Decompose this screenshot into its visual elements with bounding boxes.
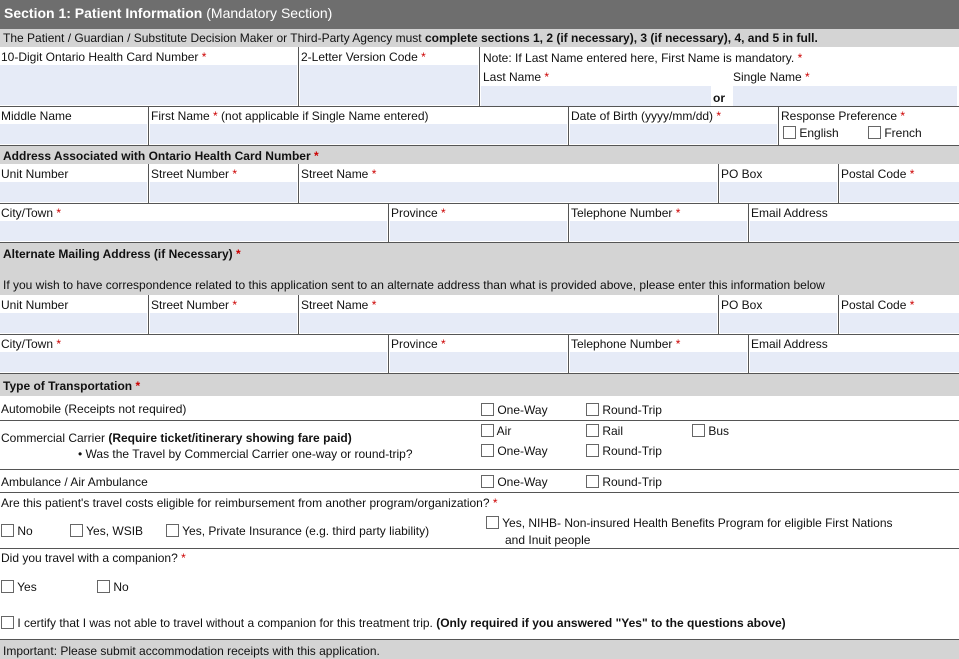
single-name-label: Single Name *: [733, 70, 810, 84]
last-name-input[interactable]: [481, 86, 711, 106]
reimburse-private-option[interactable]: Yes, Private Insurance (e.g. third party liability): [166, 524, 429, 538]
version-code-label: 2-Letter Version Code *: [301, 50, 426, 64]
first-name-input[interactable]: [150, 124, 567, 144]
alt-city-label: City/Town *: [1, 337, 62, 351]
ambulance-one-way-option[interactable]: One-Way: [481, 475, 548, 489]
reimburse-nihb-line2: and Inuit people: [505, 533, 591, 547]
email-input[interactable]: [750, 221, 959, 241]
reimburse-wsib-option[interactable]: Yes, WSIB: [70, 524, 143, 538]
alt-po-box-label: PO Box: [721, 298, 763, 312]
intro-banner: [0, 29, 959, 47]
telephone-label: Telephone Number *: [571, 206, 681, 220]
footer-note: Important: Please submit accommodation receipts with this application.: [0, 639, 959, 659]
commercial-one-way-checkbox[interactable]: [481, 444, 494, 457]
alt-telephone-input[interactable]: [570, 352, 747, 372]
intro-bold: complete sections 1, 2 (if necessary), 3 (if necessary), 4, and 5 in full.: [424, 31, 818, 45]
po-box-label: PO Box: [721, 167, 763, 181]
auto-round-trip-option[interactable]: Round-Trip: [586, 403, 662, 417]
middle-name-label: Middle Name: [1, 109, 72, 123]
section-title: Section 1: Patient Information: [4, 5, 203, 21]
reimburse-wsib-checkbox[interactable]: [70, 524, 83, 537]
english-option[interactable]: English: [783, 126, 839, 140]
bus-option[interactable]: Bus: [692, 424, 729, 438]
companion-question: Did you travel with a companion? *: [1, 551, 186, 565]
alt-street-number-label: Street Number *: [151, 298, 238, 312]
automobile-label: Automobile (Receipts not required): [1, 402, 187, 416]
email-label: Email Address: [751, 206, 828, 220]
response-pref-label: Response Preference *: [781, 109, 906, 123]
alt-street-name-label: Street Name *: [301, 298, 377, 312]
companion-yes-option[interactable]: Yes: [1, 580, 37, 594]
alt-email-label: Email Address: [751, 337, 828, 351]
auto-one-way-checkbox[interactable]: [481, 403, 494, 416]
middle-name-input[interactable]: [0, 124, 147, 144]
commercial-label: Commercial Carrier (Require ticket/itinerary showing fare paid): [1, 431, 352, 445]
french-checkbox[interactable]: [868, 126, 881, 139]
street-name-input[interactable]: [300, 182, 717, 202]
air-option[interactable]: Air: [481, 424, 511, 438]
version-code-input[interactable]: [300, 65, 478, 105]
alt-province-input[interactable]: [390, 352, 567, 372]
certify-checkbox[interactable]: [1, 616, 14, 629]
alt-po-box-input[interactable]: [720, 313, 837, 333]
alt-postal-code-input[interactable]: [840, 313, 959, 333]
reimburse-no-option[interactable]: No: [1, 524, 33, 538]
commercial-round-trip-checkbox[interactable]: [586, 444, 599, 457]
postal-code-label: Postal Code *: [841, 167, 915, 181]
rail-option[interactable]: Rail: [586, 424, 623, 438]
reimburse-question: Are this patient's travel costs eligible for reimbursement from another program/organization? *: [1, 496, 498, 510]
alt-street-number-input[interactable]: [150, 313, 297, 333]
companion-no-checkbox[interactable]: [97, 580, 110, 593]
alt-unit-number-input[interactable]: [0, 313, 147, 333]
ambulance-round-trip-option[interactable]: Round-Trip: [586, 475, 662, 489]
section-header: [0, 0, 959, 29]
intro-text: The Patient / Guardian / Substitute Decision Maker or Third-Party Agency must: [3, 31, 425, 45]
alt-postal-code-label: Postal Code *: [841, 298, 915, 312]
alt-city-input[interactable]: [0, 352, 387, 372]
auto-round-trip-checkbox[interactable]: [586, 403, 599, 416]
ambulance-round-trip-checkbox[interactable]: [586, 475, 599, 488]
first-name-label: First Name * (not applicable if Single Name entered): [151, 109, 429, 123]
name-note: Note: If Last Name entered here, First Name is mandatory. *: [483, 51, 803, 65]
unit-number-label: Unit Number: [1, 167, 69, 181]
section-subtitle: (Mandatory Section): [206, 5, 333, 21]
commercial-bullet: • Was the Travel by Commercial Carrier one-way or round-trip?: [78, 447, 413, 461]
ambulance-label: Ambulance / Air Ambulance: [1, 475, 148, 489]
rail-checkbox[interactable]: [586, 424, 599, 437]
alt-address-note: If you wish to have correspondence related to this application sent to an alternate address than what is provided above, please enter this information below: [3, 278, 825, 292]
health-card-label: 10-Digit Ontario Health Card Number *: [1, 50, 207, 64]
alt-unit-number-label: Unit Number: [1, 298, 69, 312]
transport-header: Type of Transportation *: [0, 373, 959, 396]
companion-yes-checkbox[interactable]: [1, 580, 14, 593]
single-name-input[interactable]: [733, 86, 957, 106]
or-label: or: [713, 91, 725, 105]
air-checkbox[interactable]: [481, 424, 494, 437]
city-label: City/Town *: [1, 206, 62, 220]
commercial-one-way-option[interactable]: One-Way: [481, 444, 548, 458]
reimburse-private-checkbox[interactable]: [166, 524, 179, 537]
alt-street-name-input[interactable]: [300, 313, 717, 333]
street-number-label: Street Number *: [151, 167, 238, 181]
dob-label: Date of Birth (yyyy/mm/dd) *: [571, 109, 722, 123]
alt-telephone-label: Telephone Number *: [571, 337, 681, 351]
province-input[interactable]: [390, 221, 567, 241]
companion-no-option[interactable]: No: [97, 580, 129, 594]
street-number-input[interactable]: [150, 182, 297, 202]
po-box-input[interactable]: [720, 182, 837, 202]
unit-number-input[interactable]: [0, 182, 147, 202]
province-label: Province *: [391, 206, 446, 220]
last-name-label: Last Name *: [483, 70, 550, 84]
health-card-input[interactable]: [0, 65, 297, 105]
ambulance-one-way-checkbox[interactable]: [481, 475, 494, 488]
reimburse-no-checkbox[interactable]: [1, 524, 14, 537]
address-header: Address Associated with Ontario Health Card Number *: [0, 145, 959, 164]
street-name-label: Street Name *: [301, 167, 377, 181]
dob-input[interactable]: [570, 124, 777, 144]
alt-address-header: [0, 242, 959, 295]
certify-option[interactable]: I certify that I was not able to travel without a companion for this treatment trip. (Only required if you answered "Yes" to the questions above): [1, 616, 786, 630]
bus-checkbox[interactable]: [692, 424, 705, 437]
auto-one-way-option[interactable]: One-Way: [481, 403, 548, 417]
english-checkbox[interactable]: [783, 126, 796, 139]
reimburse-nihb-option[interactable]: Yes, NIHB- Non-insured Health Benefits Program for eligible First Nations: [486, 516, 893, 530]
telephone-input[interactable]: [570, 221, 747, 241]
french-option[interactable]: French: [868, 126, 922, 140]
alt-province-label: Province *: [391, 337, 446, 351]
city-input[interactable]: [0, 221, 387, 241]
postal-code-input[interactable]: [840, 182, 959, 202]
commercial-round-trip-option[interactable]: Round-Trip: [586, 444, 662, 458]
alt-address-title: Alternate Mailing Address (if Necessary) *: [3, 247, 241, 261]
alt-email-input[interactable]: [750, 352, 959, 372]
reimburse-nihb-checkbox[interactable]: [486, 516, 499, 529]
